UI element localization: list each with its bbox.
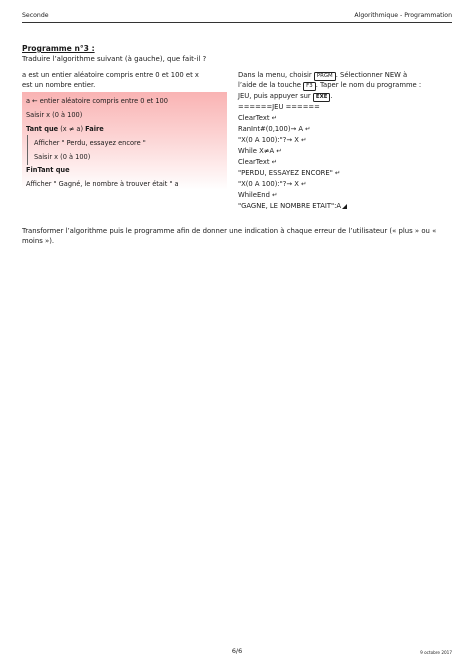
return-icon: ↵: [301, 136, 307, 144]
calc-intro-text-b: . Sélectionner NEW à: [335, 71, 408, 79]
page-number: 6/6: [231, 647, 243, 655]
return-icon: ↵: [276, 147, 282, 155]
code-line: [238, 202, 347, 210]
code-line: [238, 125, 311, 133]
code-line: [238, 114, 277, 122]
do-keyword: Faire: [85, 125, 104, 133]
header-right: Algorithmique - Programmation: [354, 12, 452, 19]
calc-intro-text-a: Dans la menu, choisir: [238, 71, 312, 79]
header-left: Seconde: [22, 12, 49, 19]
calc-intro-text-e: JEU, puis appuyer sur: [238, 92, 311, 100]
algo-line-assign: a ← entier aléatoire compris entre 0 et 100: [26, 97, 168, 105]
code-text: "GAGNE, LE NOMBRE ETAIT":A: [238, 202, 342, 210]
algo-line-print-lost: Afficher " Perdu, essayez encore ": [34, 139, 146, 147]
precondition-line1: a est un entier aléatoire compris entre 0 et 100 et x: [22, 71, 199, 79]
code-line: [238, 147, 282, 155]
code-line: [238, 169, 340, 177]
algorithm-box: [22, 92, 227, 190]
return-icon: ↵: [305, 125, 311, 133]
algo-line-while: [26, 125, 104, 133]
calc-intro-line2: [238, 81, 421, 91]
end-while-keyword: FinTant que: [26, 166, 70, 174]
algo-line-input: Saisir x (0 à 100): [26, 111, 83, 119]
exercise-task: Transformer l’algorithme puis le programme afin de donner une indication à chaque erreur de l’utilisateur (« plus » ou « moins »).: [22, 227, 437, 245]
code-line: [238, 136, 307, 144]
code-line: [238, 180, 307, 188]
return-icon: ↵: [335, 169, 341, 177]
exercise-title: Programme n°3 :: [22, 44, 95, 53]
display-triangle-icon: [342, 204, 347, 209]
code-text: WhileEnd: [238, 191, 270, 199]
return-icon: ↵: [271, 114, 278, 122]
prgm-key: PRGM: [314, 72, 336, 81]
f3-key: F3: [303, 82, 316, 91]
code-text: While X≠A: [238, 147, 275, 155]
calc-intro-text-d: . Taper le nom du programme :: [315, 81, 422, 89]
while-keyword: Tant que: [26, 125, 59, 133]
code-text: ClearText: [238, 114, 270, 122]
footer-date: 9 octobre 2017: [420, 650, 452, 655]
code-text: ClearText: [238, 158, 270, 166]
algo-line-print-won: Afficher " Gagné, le nombre à trouver était " a: [26, 180, 179, 188]
code-line-title: ======JEU ======: [238, 103, 320, 111]
return-icon: ↵: [301, 180, 307, 188]
code-text: RanInt#(0,100)→ A: [238, 125, 303, 133]
precondition-line2: est un nombre entier.: [22, 80, 96, 89]
code-line: [238, 158, 277, 166]
calc-intro-text-f: .: [330, 92, 333, 100]
calc-intro-line3: [238, 92, 333, 102]
calc-intro-line1: [238, 71, 407, 81]
code-text: "X(0 A 100):"?→ X: [238, 136, 299, 144]
calc-intro-text-c: l’aide de la touche: [238, 81, 301, 89]
exe-key: EXE: [313, 93, 331, 102]
header-rule: [22, 22, 452, 23]
loop-body-bar: [27, 135, 28, 165]
algo-line-input-again: Saisir x (0 à 100): [34, 153, 91, 161]
return-icon: ↵: [272, 191, 278, 199]
while-condition: (x ≠ a): [60, 125, 84, 133]
return-icon: ↵: [271, 158, 278, 166]
code-text: "X(0 A 100):"?→ X: [238, 180, 299, 188]
precondition: [22, 71, 227, 90]
exercise-instruction: Traduire l’algorithme suivant (à gauche), que fait-il ?: [22, 55, 207, 63]
code-text: "PERDU, ESSAYEZ ENCORE": [238, 169, 333, 177]
code-line: [238, 191, 278, 199]
